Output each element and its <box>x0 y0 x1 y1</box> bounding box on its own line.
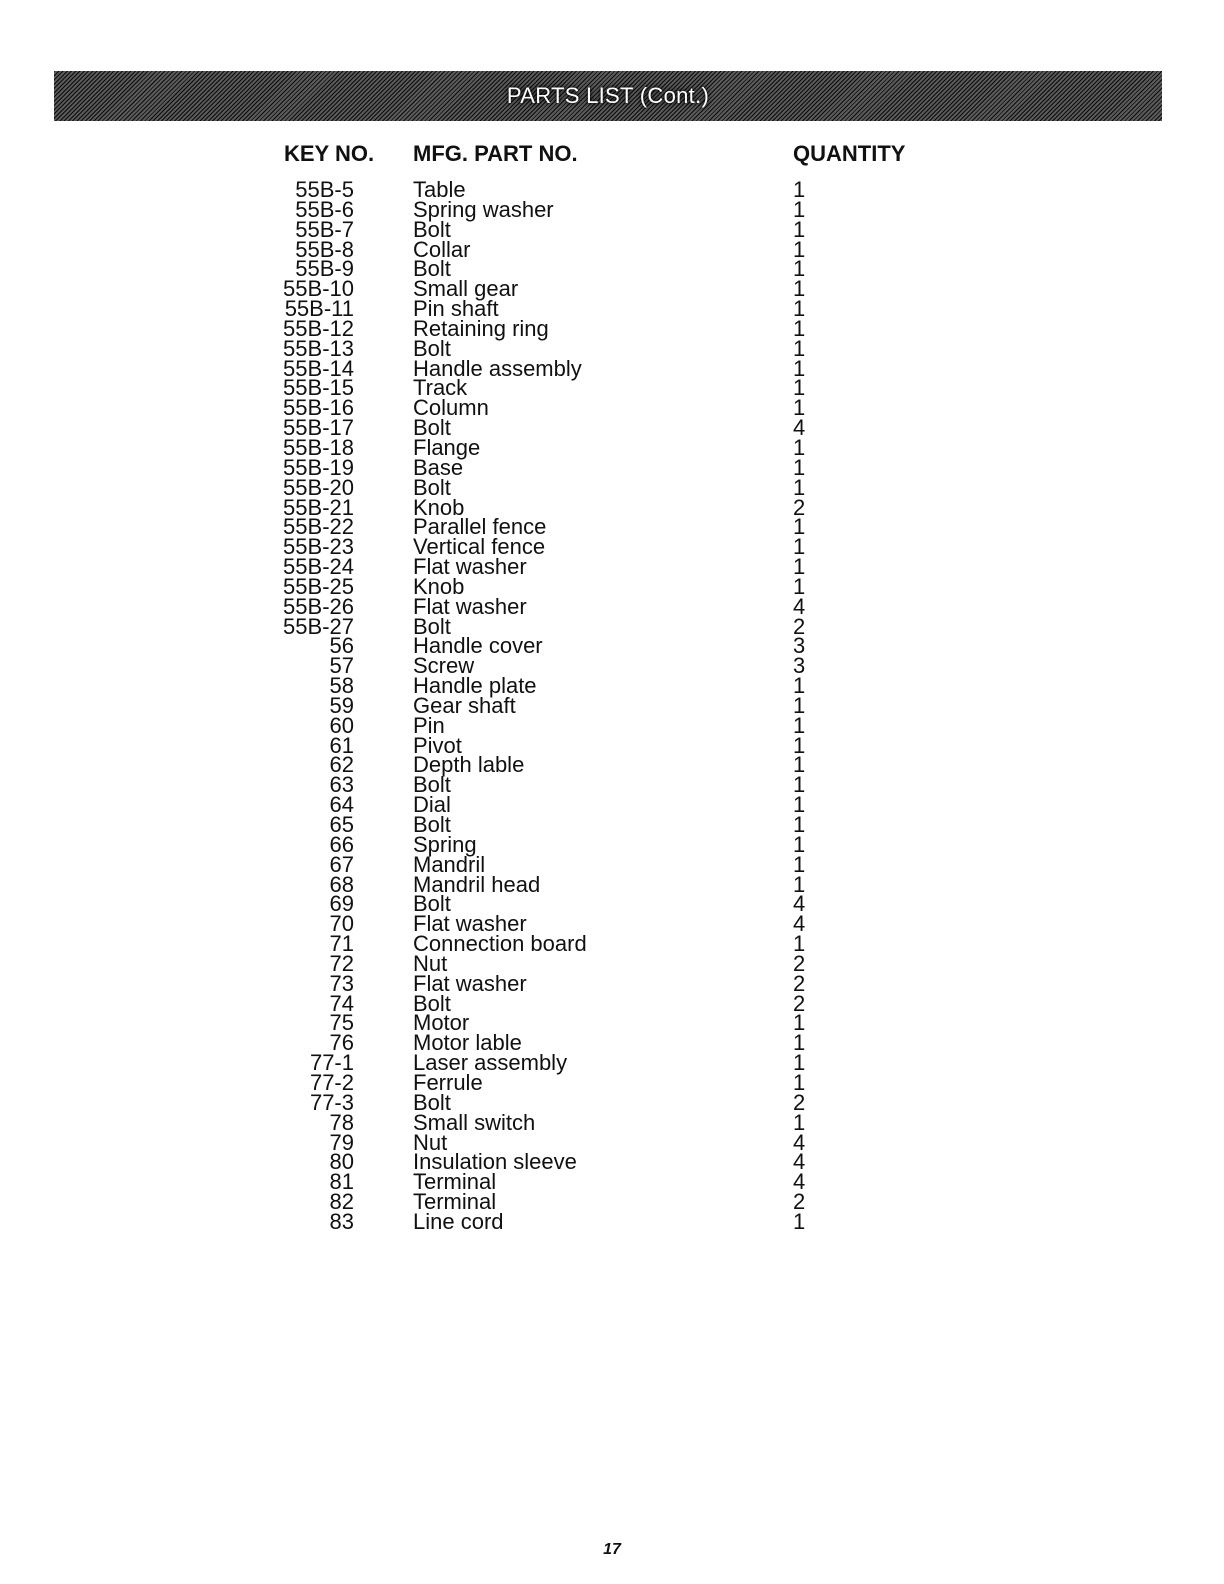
part-key-no: 55B-20 <box>283 474 354 500</box>
parts-row <box>0 950 1224 976</box>
part-quantity: 1 <box>793 732 806 758</box>
parts-row <box>0 454 1224 480</box>
part-name: Pivot <box>413 732 462 758</box>
part-key-no: 55B-5 <box>295 177 354 202</box>
part-key-no: 80 <box>329 1149 354 1175</box>
part-name: Flat washer <box>413 911 527 937</box>
part-name: Spring washer <box>413 196 554 222</box>
part-key-no: 81 <box>329 1169 354 1195</box>
part-quantity: 2 <box>793 613 806 639</box>
part-key-no: 78 <box>329 1109 354 1135</box>
part-quantity: 1 <box>793 1069 806 1095</box>
part-key-no: 74 <box>329 990 354 1016</box>
part-quantity: 3 <box>793 653 806 679</box>
part-quantity: 4 <box>793 911 806 937</box>
part-key-no: 62 <box>329 752 354 778</box>
part-quantity: 1 <box>793 474 806 500</box>
part-name: Bolt <box>413 415 451 441</box>
part-key-no: 55B-27 <box>283 613 354 639</box>
part-quantity: 1 <box>793 534 806 560</box>
part-name: Terminal <box>413 1189 497 1215</box>
quantity-header: QUANTITY <box>793 141 906 166</box>
part-key-no: 65 <box>329 812 354 837</box>
parts-row <box>0 712 1224 738</box>
parts-row <box>0 673 1224 699</box>
part-quantity: 1 <box>793 276 806 302</box>
part-key-no: 55B-6 <box>295 196 354 222</box>
part-quantity: 1 <box>793 196 806 222</box>
parts-row <box>0 692 1224 718</box>
part-quantity: 1 <box>793 871 806 897</box>
part-key-no: 55B-25 <box>283 573 354 599</box>
part-name: Dial <box>413 792 451 818</box>
part-key-no: 55B-24 <box>283 554 354 580</box>
part-key-no: 63 <box>329 772 354 798</box>
part-quantity: 1 <box>793 673 806 699</box>
part-key-no: 73 <box>329 970 354 996</box>
part-key-no: 56 <box>329 633 354 659</box>
parts-row <box>0 593 1224 619</box>
parts-row <box>0 613 1224 639</box>
part-quantity: 4 <box>793 415 806 441</box>
part-quantity: 4 <box>793 593 806 619</box>
part-name: Parallel fence <box>413 514 547 540</box>
part-key-no: 55B-22 <box>283 514 354 540</box>
parts-row <box>0 990 1224 1016</box>
parts-row <box>0 514 1224 540</box>
part-quantity: 1 <box>793 375 806 401</box>
part-name: Bolt <box>413 474 451 500</box>
part-key-no: 68 <box>329 871 354 897</box>
part-name: Bolt <box>413 891 451 917</box>
key-no-header: KEY NO. <box>284 141 375 166</box>
parts-row <box>0 296 1224 322</box>
part-key-no: 55B-11 <box>284 296 354 322</box>
part-name: Column <box>413 395 489 421</box>
parts-row <box>0 1030 1224 1056</box>
parts-row <box>0 633 1224 659</box>
part-name: Pin shaft <box>413 296 499 322</box>
part-quantity: 1 <box>793 395 806 421</box>
part-quantity: 4 <box>793 1149 806 1175</box>
part-name: Handle cover <box>413 633 543 659</box>
parts-row <box>0 1129 1224 1155</box>
part-key-no: 55B-8 <box>295 236 354 262</box>
part-name: Nut <box>413 1129 448 1155</box>
part-name: Spring <box>413 831 477 857</box>
part-quantity: 1 <box>793 236 806 262</box>
part-key-no: 55B-18 <box>283 434 354 460</box>
part-name: Knob <box>413 573 465 599</box>
part-name: Bolt <box>413 335 451 361</box>
parts-row <box>0 1169 1224 1195</box>
parts-row <box>0 256 1224 282</box>
part-name: Bolt <box>413 812 451 837</box>
part-quantity: 1 <box>793 573 806 599</box>
parts-row <box>0 1069 1224 1095</box>
part-quantity: 1 <box>793 712 806 738</box>
part-name: Bolt <box>413 216 451 242</box>
part-quantity: 1 <box>793 296 806 322</box>
parts-row <box>0 792 1224 818</box>
part-key-no: 71 <box>329 931 354 957</box>
part-key-no: 55B-23 <box>283 534 354 560</box>
part-name: Motor <box>413 1010 470 1036</box>
part-quantity: 1 <box>793 851 806 877</box>
part-quantity: 1 <box>793 315 806 341</box>
parts-row <box>0 732 1224 758</box>
part-key-no: 55B-26 <box>283 593 354 619</box>
mfg-part-no-header: MFG. PART NO. <box>413 141 578 166</box>
part-key-no: 77-1 <box>309 1050 354 1076</box>
part-key-no: 55B-16 <box>283 395 354 421</box>
part-key-no: 67 <box>329 851 354 877</box>
part-name: Flat washer <box>413 970 527 996</box>
part-key-no: 55B-19 <box>283 454 354 480</box>
part-name: Motor lable <box>413 1030 522 1056</box>
parts-row <box>0 494 1224 520</box>
part-quantity: 1 <box>793 1050 806 1076</box>
parts-row <box>0 970 1224 996</box>
part-quantity: 1 <box>793 1208 806 1234</box>
part-key-no: 55B-17 <box>283 415 354 441</box>
part-name: Insulation sleeve <box>413 1149 577 1175</box>
part-name: Vertical fence <box>413 534 546 560</box>
part-key-no: 83 <box>329 1208 354 1234</box>
part-quantity: 2 <box>793 1089 806 1115</box>
parts-row <box>0 831 1224 857</box>
part-name: Pin <box>413 712 445 738</box>
part-key-no: 55B-13 <box>283 335 354 361</box>
part-key-no: 77-2 <box>309 1069 354 1095</box>
parts-row <box>0 177 1224 202</box>
part-name: Screw <box>413 653 475 679</box>
parts-row <box>0 474 1224 500</box>
part-key-no: 72 <box>329 950 354 976</box>
part-key-no: 55B-7 <box>295 216 354 242</box>
part-key-no: 70 <box>329 911 354 937</box>
part-key-no: 55B-12 <box>283 315 354 341</box>
parts-row <box>0 196 1224 222</box>
parts-row <box>0 554 1224 580</box>
parts-row <box>0 355 1224 381</box>
part-key-no: 69 <box>329 891 354 917</box>
parts-row <box>0 1208 1224 1234</box>
part-name: Gear shaft <box>413 692 516 718</box>
part-key-no: 66 <box>329 831 354 857</box>
parts-row <box>0 573 1224 599</box>
part-quantity: 4 <box>793 1169 806 1195</box>
part-key-no: 57 <box>329 653 354 679</box>
parts-row <box>0 653 1224 679</box>
part-name: Bolt <box>413 256 451 282</box>
part-name: Small gear <box>413 276 519 302</box>
part-name: Depth lable <box>413 752 525 778</box>
part-quantity: 1 <box>793 1109 806 1135</box>
parts-row <box>0 871 1224 897</box>
parts-row <box>0 236 1224 262</box>
part-name: Line cord <box>413 1208 504 1234</box>
part-key-no: 55B-15 <box>283 375 354 401</box>
part-key-no: 64 <box>329 792 354 818</box>
part-name: Terminal <box>413 1169 497 1195</box>
parts-list <box>0 177 1224 1234</box>
part-key-no: 55B-9 <box>295 256 354 282</box>
parts-row <box>0 335 1224 361</box>
part-quantity: 1 <box>793 216 806 242</box>
part-quantity: 2 <box>793 990 806 1016</box>
part-name: Base <box>413 454 464 480</box>
part-quantity: 1 <box>793 335 806 361</box>
section-banner <box>54 71 1162 121</box>
parts-row <box>0 851 1224 877</box>
part-quantity: 1 <box>793 792 806 818</box>
parts-row <box>0 315 1224 341</box>
part-name: Flange <box>413 434 481 460</box>
parts-row <box>0 891 1224 917</box>
parts-row <box>0 1149 1224 1175</box>
part-quantity: 1 <box>793 931 806 957</box>
part-quantity: 1 <box>793 256 806 282</box>
part-name: Track <box>413 375 468 401</box>
part-name: Collar <box>413 236 471 262</box>
parts-row <box>0 812 1224 837</box>
parts-row <box>0 931 1224 957</box>
part-quantity: 1 <box>793 514 806 540</box>
parts-row <box>0 434 1224 460</box>
part-key-no: 76 <box>329 1030 354 1056</box>
part-key-no: 55B-10 <box>283 276 354 302</box>
parts-row <box>0 375 1224 401</box>
part-name: Retaining ring <box>413 315 549 341</box>
part-quantity: 4 <box>793 891 806 917</box>
part-quantity: 1 <box>793 772 806 798</box>
part-name: Bolt <box>413 1089 451 1115</box>
parts-row <box>0 395 1224 421</box>
part-quantity: 1 <box>793 752 806 778</box>
part-name: Bolt <box>413 990 451 1016</box>
part-key-no: 55B-21 <box>283 494 354 520</box>
parts-row <box>0 772 1224 798</box>
part-key-no: 77-3 <box>309 1089 354 1115</box>
part-key-no: 79 <box>329 1129 354 1155</box>
part-key-no: 75 <box>329 1010 354 1036</box>
part-quantity: 1 <box>793 1030 806 1056</box>
part-quantity: 1 <box>793 812 806 837</box>
parts-row <box>0 415 1224 441</box>
parts-row <box>0 752 1224 778</box>
parts-row <box>0 276 1224 302</box>
part-name: Table <box>413 177 466 202</box>
part-name: Small switch <box>413 1109 536 1135</box>
parts-row <box>0 1089 1224 1115</box>
part-quantity: 1 <box>793 177 806 202</box>
parts-row <box>0 1189 1224 1215</box>
banner-title: PARTS LIST (Cont.) <box>506 83 710 108</box>
part-key-no: 60 <box>329 712 354 738</box>
part-quantity: 1 <box>793 692 806 718</box>
parts-row <box>0 216 1224 242</box>
part-name: Laser assembly <box>413 1050 568 1076</box>
part-quantity: 2 <box>793 494 806 520</box>
part-quantity: 1 <box>793 355 806 381</box>
part-name: Bolt <box>413 613 451 639</box>
part-quantity: 4 <box>793 1129 806 1155</box>
part-name: Flat washer <box>413 554 527 580</box>
part-key-no: 61 <box>329 732 354 758</box>
part-quantity: 2 <box>793 970 806 996</box>
part-key-no: 59 <box>329 692 354 718</box>
part-quantity: 1 <box>793 434 806 460</box>
part-key-no: 58 <box>329 673 354 699</box>
part-quantity: 1 <box>793 831 806 857</box>
part-name: Flat washer <box>413 593 527 619</box>
part-quantity: 1 <box>793 554 806 580</box>
parts-row <box>0 1050 1224 1076</box>
part-quantity: 1 <box>793 1010 806 1036</box>
part-name: Mandril <box>413 851 486 877</box>
part-name: Connection board <box>413 931 587 957</box>
parts-row <box>0 911 1224 937</box>
part-name: Mandril head <box>413 871 541 897</box>
parts-row <box>0 1010 1224 1036</box>
part-quantity: 3 <box>793 633 806 659</box>
parts-row <box>0 1109 1224 1135</box>
part-name: Handle plate <box>413 673 537 699</box>
part-quantity: 2 <box>793 1189 806 1215</box>
part-name: Handle assembly <box>413 355 582 381</box>
part-name: Ferrule <box>413 1069 483 1095</box>
part-quantity: 1 <box>793 454 806 480</box>
parts-row <box>0 534 1224 560</box>
part-name: Bolt <box>413 772 451 798</box>
part-key-no: 55B-14 <box>283 355 354 381</box>
part-name: Knob <box>413 494 465 520</box>
part-name: Nut <box>413 950 448 976</box>
part-key-no: 82 <box>329 1189 354 1215</box>
part-quantity: 2 <box>793 950 806 976</box>
page-number: 17 <box>603 1541 621 1558</box>
